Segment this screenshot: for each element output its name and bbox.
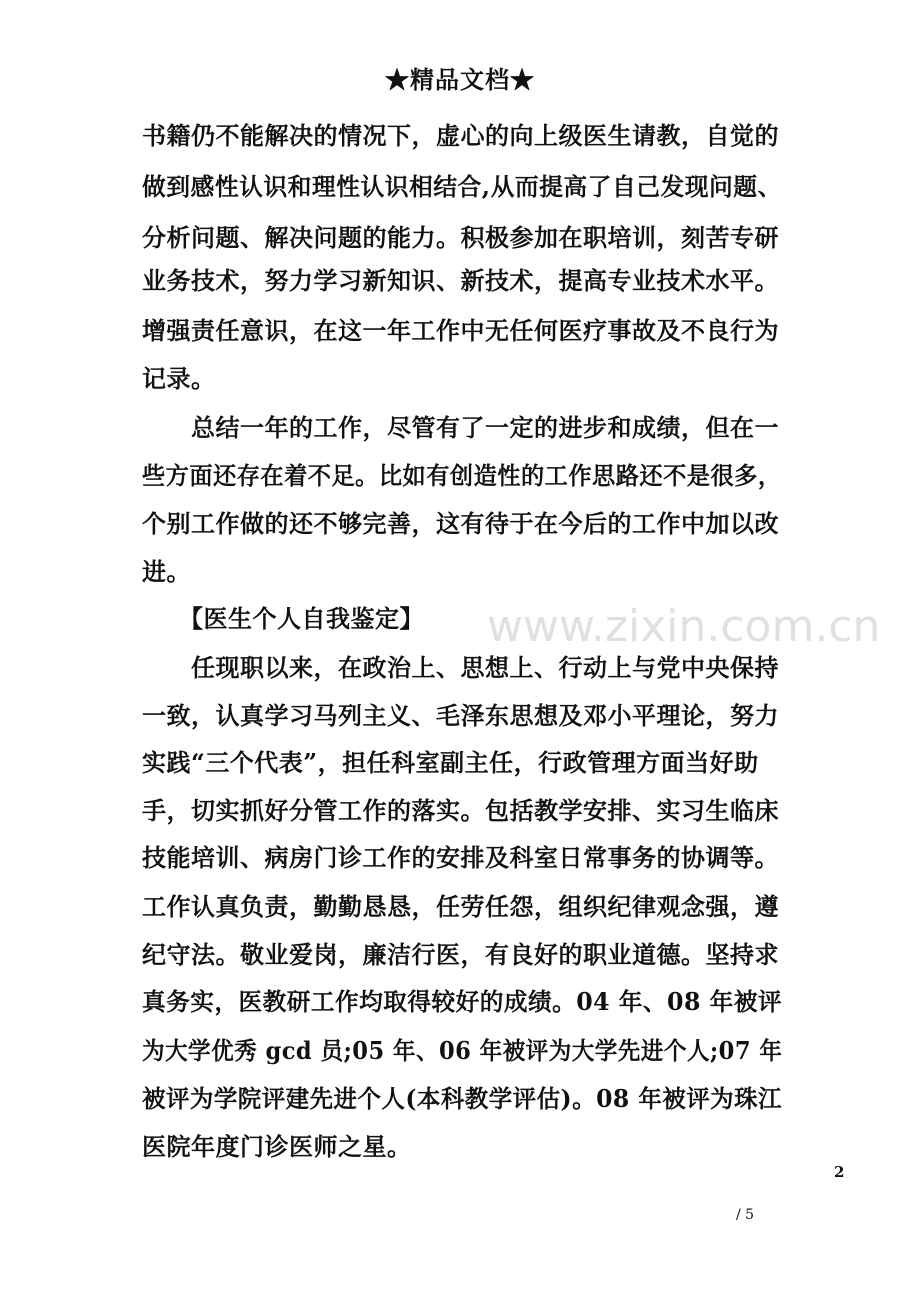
body-line: 技能培训、病房门诊工作的安排及科室日常事务的协调等。 <box>142 843 779 872</box>
page-number: 2 <box>834 1163 845 1181</box>
body-line: 医院年度门诊医师之星。 <box>142 1132 412 1161</box>
body-line: 分析问题、解决问题的能力。积极参加在职培训，刻苦专研 <box>142 223 779 252</box>
body-line: 一致，认真学习马列主义、毛泽东思想及邓小平理论，努力 <box>142 701 779 730</box>
body-line: 总结一年的工作，尽管有了一定的进步和成绩，但在一 <box>142 413 779 442</box>
body-line: 被评为学院评建先进个人(本科教学评估)。08 年被评为珠江 <box>142 1084 782 1113</box>
body-line: 业务技术，努力学习新知识、新技术，提高专业技术水平。 <box>142 266 779 295</box>
body-line: 真务实，医教研工作均取得较好的成绩。04 年、08 年被评 <box>142 987 783 1016</box>
body-line: 记录。 <box>142 364 216 393</box>
page-total: / 5 <box>736 1207 755 1223</box>
section-heading: 【医生个人自我鉴定】 <box>142 604 424 633</box>
body-line: 实践“三个代表”，担任科室副主任，行政管理方面当好助 <box>142 748 759 777</box>
body-line: 为大学优秀 gcd 员;05 年、06 年被评为大学先进个人;07 年 <box>142 1036 783 1065</box>
body-line: 纪守法。敬业爱岗，廉洁行医，有良好的职业道德。坚持求 <box>142 940 779 969</box>
body-line: 增强责任意识，在这一年工作中无任何医疗事故及不良行为 <box>142 316 779 345</box>
body-line: 书籍仍不能解决的情况下，虚心的向上级医生请教，自觉的 <box>142 121 779 150</box>
body-line: 任现职以来，在政治上、思想上、行动上与党中央保持 <box>142 653 779 682</box>
body-line: 做到感性认识和理性认识相结合,从而提高了自己发现问题、 <box>142 172 782 201</box>
body-line: 工作认真负责，勤勤恳恳，任劳任怨，组织纪律观念强，遵 <box>142 892 779 921</box>
watermark: www.zixin.com.cn <box>487 601 881 652</box>
body-line: 个别工作做的还不够完善，这有待于在今后的工作中加以改 <box>142 509 779 538</box>
body-line: 手，切实抓好分管工作的落实。包括教学安排、实习生临床 <box>142 796 779 825</box>
document-header: ★精品文档★ <box>385 65 535 94</box>
body-line: 些方面还存在着不足。比如有创造性的工作思路还不是很多， <box>142 461 782 490</box>
body-line: 进。 <box>142 557 191 586</box>
